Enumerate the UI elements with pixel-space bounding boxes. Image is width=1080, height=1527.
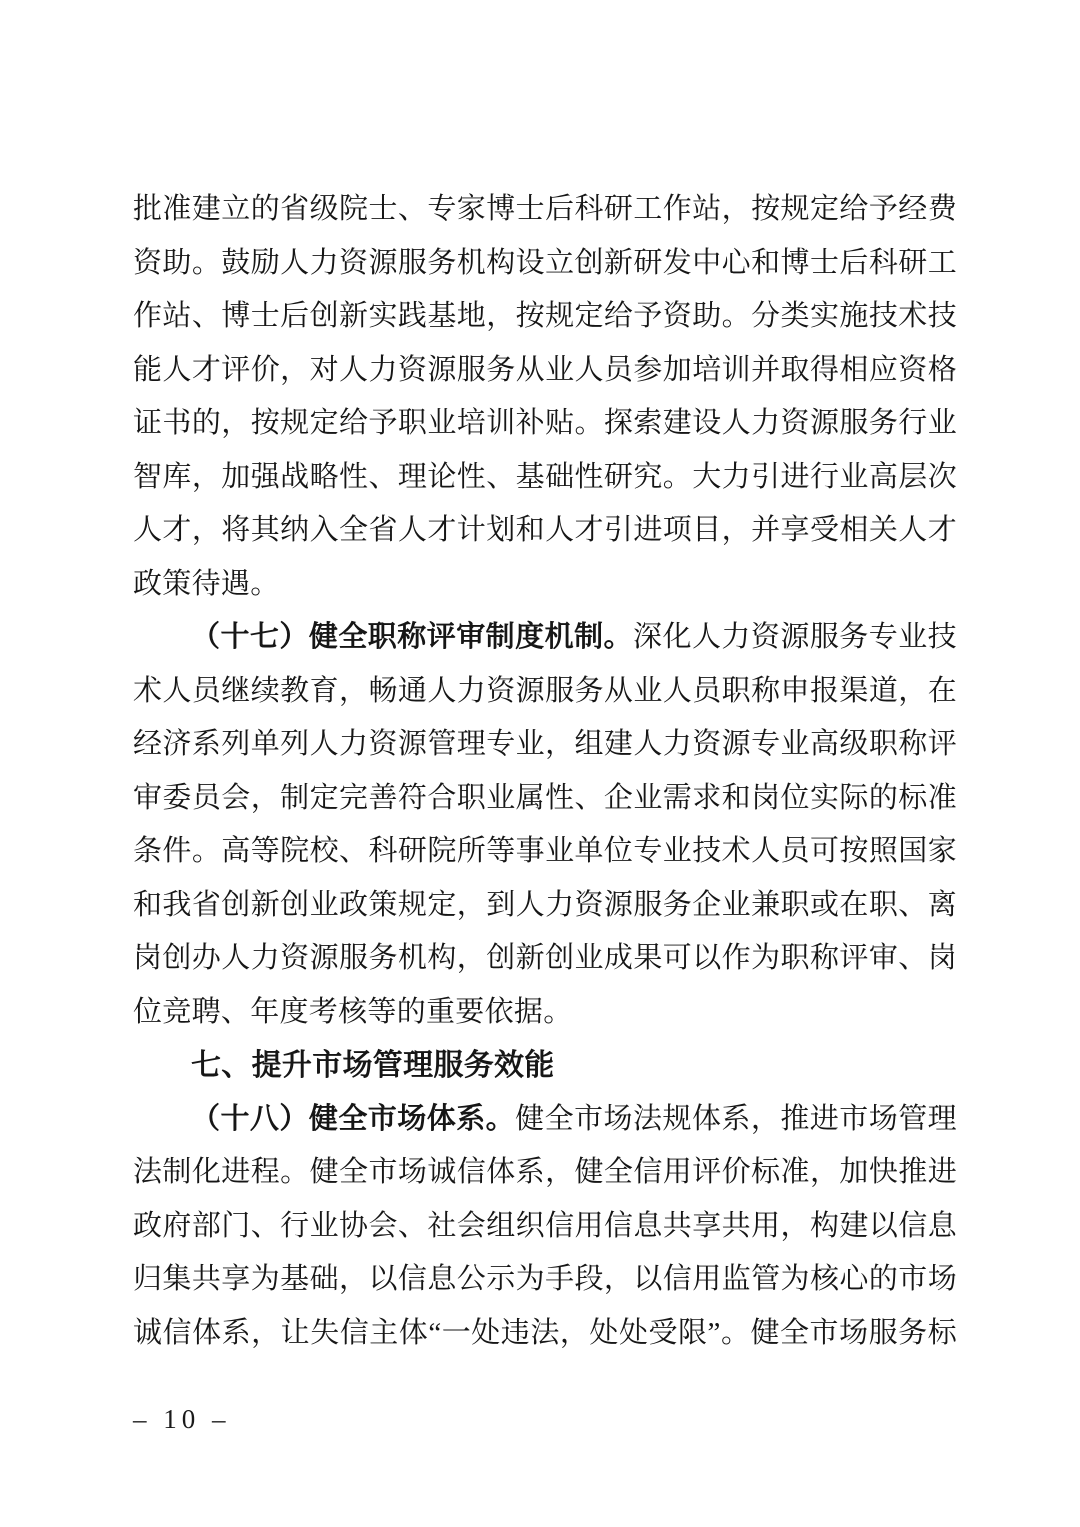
body-line: 术人员继续教育，畅通人力资源服务从业人员职称申报渠道，在 — [133, 674, 957, 707]
clause-17-start-line — [133, 611, 957, 665]
body-line: 人才，将其纳入全省人才计划和人才引进项目，并享受相关人才 — [133, 514, 957, 546]
body-line: 审委员会，制定完善符合职业属性、企业需求和岗位实际的标准 — [133, 781, 957, 814]
body-line: 能人才评价，对人力资源服务从业人员参加培训并取得相应资格 — [133, 353, 957, 386]
body-line: 批准建立的省级院士、专家博士后科研工作站，按规定给予经费 — [133, 193, 957, 225]
paragraph-end-line: 政策待遇。 — [133, 567, 280, 600]
section-7-heading: 七、提升市场管理服务效能 — [191, 1049, 555, 1082]
paragraph-end-line: 位竞聘、年度考核等的重要依据。 — [133, 995, 573, 1028]
clause-18-start-line — [133, 1093, 957, 1147]
body-line: 作站、博士后创新实践基地，按规定给予资助。分类实施技术技 — [133, 300, 957, 332]
clause-18-body-start: 健全市场法规体系，推进市场管理 — [515, 1102, 957, 1135]
document-body — [133, 183, 957, 1360]
body-line: 归集共享为基础，以信息公示为手段，以信用监管为核心的市场 — [133, 1263, 957, 1295]
page-number: – 10 – — [133, 1404, 231, 1434]
clause-17-body-start: 深化人力资源服务专业技 — [633, 621, 957, 653]
body-line: 诚信体系，让失信主体“一处违法，处处受限”。健全市场服务标 — [133, 1316, 957, 1349]
body-line: 证书的，按规定给予职业培训补贴。探索建设人力资源服务行业 — [133, 407, 957, 439]
body-line: 智库，加强战略性、理论性、基础性研究。大力引进行业高层次 — [133, 460, 957, 493]
body-line: 条件。高等院校、科研院所等事业单位专业技术人员可按照国家 — [133, 835, 957, 867]
body-line: 和我省创新创业政策规定，到人力资源服务企业兼职或在职、离 — [133, 888, 957, 921]
body-line: 资助。鼓励人力资源服务机构设立创新研发中心和博士后科研工 — [133, 246, 957, 279]
clause-18-runin-heading: （十八）健全市场体系。 — [191, 1102, 516, 1135]
body-line: 经济系列单列人力资源管理专业，组建人力资源专业高级职称评 — [133, 728, 957, 760]
clause-17-runin-heading: （十七）健全职称评审制度机制。 — [191, 621, 634, 653]
body-line: 岗创办人力资源服务机构，创新创业成果可以作为职称评审、岗 — [133, 942, 957, 974]
body-line: 政府部门、行业协会、社会组织信用信息共享共用，构建以信息 — [133, 1209, 957, 1242]
body-line: 法制化进程。健全市场诚信体系，健全信用评价标准，加快推进 — [133, 1156, 957, 1188]
